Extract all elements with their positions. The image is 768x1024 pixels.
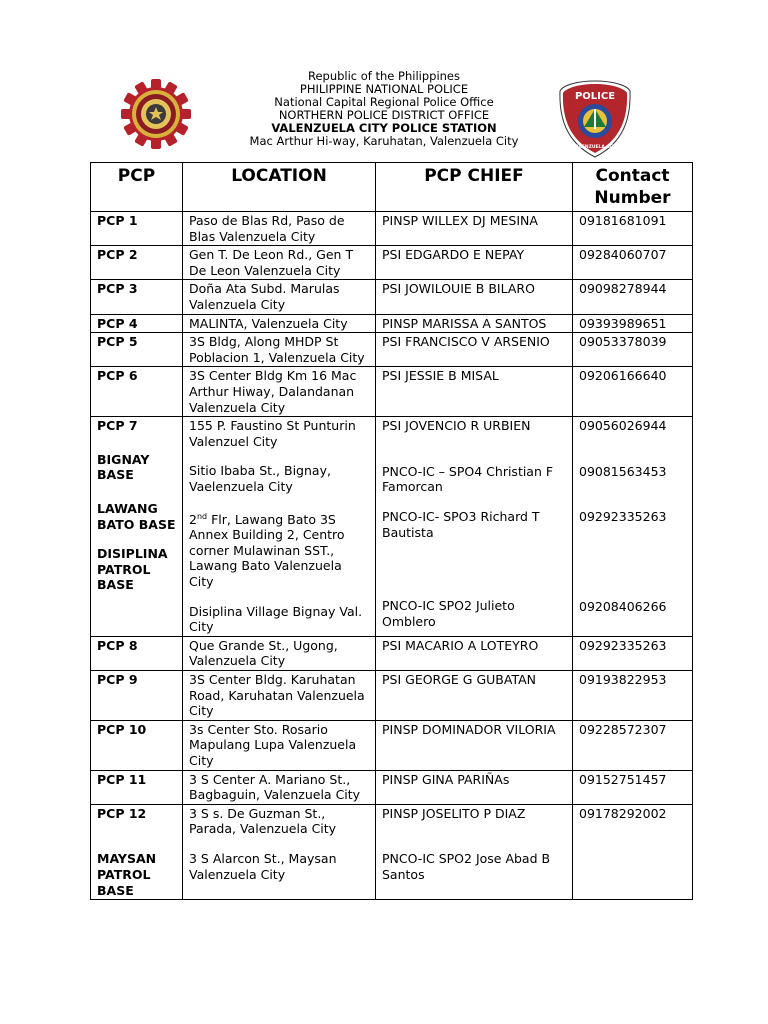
sub-chief-text: PNCO-IC- SPO3 Richard T Bautista xyxy=(382,508,540,540)
sub-pcp-label: LAWANG BATO BASE xyxy=(97,500,176,532)
sub-pcp-label: BIGNAY BASE xyxy=(97,451,150,483)
header-contact-number: Contact Number xyxy=(573,163,693,212)
cell-location: 3S Bldg, Along MHDP St Poblacion 1, Valenzuela City xyxy=(183,333,376,367)
cell-pcp: PCP 3 xyxy=(91,280,183,314)
cell-location: 3S Center Bldg Km 16 Mac Arthur Hiway, Dalandanan Valenzuela City xyxy=(183,367,376,417)
cell-pcp xyxy=(91,417,183,637)
table-row xyxy=(91,280,693,314)
cell-pcp: PCP 1 xyxy=(91,212,183,246)
chief-text: PINSP JOSELITO P DIAZ xyxy=(382,805,526,821)
cell-contact: 09228572307 xyxy=(573,720,693,770)
badge-bottom-text: VALENZUELA CITY xyxy=(572,145,618,150)
cell-location: Que Grande St., Ugong, Valenzuela City xyxy=(183,636,376,670)
police-badge-icon xyxy=(557,79,633,159)
table-row xyxy=(91,720,693,770)
sub-contact-text: 09208406266 xyxy=(579,598,667,614)
header-line-pnp: PHILIPPINE NATIONAL POLICE xyxy=(299,82,469,96)
cell-pcp: PCP 11 xyxy=(91,770,183,804)
cell-chief xyxy=(376,804,573,899)
cell-location: 3s Center Sto. Rosario Mapulang Lupa Valenzuela City xyxy=(183,720,376,770)
table-row xyxy=(91,333,693,367)
cell-pcp: PCP 5 xyxy=(91,333,183,367)
cell-pcp xyxy=(91,804,183,899)
sub-location-text: Sitio Ibaba St., Bignay, Vaelenzuela City xyxy=(189,463,331,494)
header-pcp-chief: PCP CHIEF xyxy=(376,163,573,212)
cell-location: Doña Ata Subd. Marulas Valenzuela City xyxy=(183,280,376,314)
pnp-seal-icon xyxy=(121,79,191,149)
header-line-npdo: NORTHERN POLICE DISTRICT OFFICE xyxy=(278,108,490,122)
cell-pcp: PCP 6 xyxy=(91,367,183,417)
cell-contact: 09284060707 xyxy=(573,246,693,280)
sub-chief-text: PNCO-IC SPO2 Julieto Omblero xyxy=(382,598,515,629)
cell-pcp: PCP 2 xyxy=(91,246,183,280)
sub-chief-text: PNCO-IC SPO2 Jose Abad B Santos xyxy=(382,851,551,882)
sub-chief-text: PNCO-IC – SPO4 Christian F Famorcan xyxy=(382,463,554,495)
cell-contact xyxy=(573,417,693,637)
cell-location xyxy=(183,804,376,899)
cell-pcp: PCP 9 xyxy=(91,671,183,721)
cell-location: Paso de Blas Rd, Paso de Blas Valenzuela City xyxy=(183,212,376,246)
sub-contact-text: 09081563453 xyxy=(579,463,667,479)
cell-contact: 09193822953 xyxy=(573,671,693,721)
table-row xyxy=(91,314,693,333)
sub-pcp-label: MAYSAN PATROL BASE xyxy=(97,851,157,898)
cell-chief: PSI FRANCISCO V ARSENIO xyxy=(376,333,573,367)
table-header-row xyxy=(91,163,693,212)
cell-location xyxy=(183,417,376,637)
location-text: 3 S s. De Guzman St., Parada, Valenzuela City xyxy=(189,805,337,837)
contact-text: 09056026944 xyxy=(579,418,667,434)
location-text: 155 P. Faustino St Punturin Valenzuel City xyxy=(189,418,356,449)
cell-pcp: PCP 10 xyxy=(91,720,183,770)
cell-chief: PSI EDGARDO E NEPAY xyxy=(376,246,573,280)
cell-chief: PSI MACARIO A LOTEYRO xyxy=(376,636,573,670)
sub-contact-text: 09292335263 xyxy=(579,509,667,525)
badge-top-text: POLICE xyxy=(574,91,616,102)
cell-contact xyxy=(573,804,693,899)
pcp-label: PCP 12 xyxy=(97,805,147,821)
table-row-group xyxy=(91,417,693,637)
header-line-station: VALENZUELA CITY POLICE STATION xyxy=(271,121,497,135)
header-line-address: Mac Arthur Hi-way, Karuhatan, Valenzuela City xyxy=(249,134,519,148)
sub-location-text: Disiplina Village Bignay Val. City xyxy=(189,603,363,635)
pcp-label: PCP 7 xyxy=(97,418,138,434)
cell-contact: 09053378039 xyxy=(573,333,693,367)
pcp-directory-table xyxy=(90,162,693,900)
sub-pcp-label: DISIPLINA PATROL BASE xyxy=(97,546,168,593)
cell-chief: PINSP GINA PARIÑAs xyxy=(376,770,573,804)
cell-pcp: PCP 4 xyxy=(91,314,183,333)
cell-chief: PINSP WILLEX DJ MESINA xyxy=(376,212,573,246)
table-row xyxy=(91,671,693,721)
table-row xyxy=(91,212,693,246)
table-row xyxy=(91,367,693,417)
table-row xyxy=(91,770,693,804)
location-floor-suffix: nd xyxy=(196,511,208,521)
header-pcp: PCP xyxy=(91,163,183,212)
cell-chief: PINSP MARISSA A SANTOS xyxy=(376,314,573,333)
table-row-group xyxy=(91,804,693,899)
chief-text: PSI JOVENCIO R URBIEN xyxy=(382,418,531,434)
cell-contact: 09098278944 xyxy=(573,280,693,314)
cell-pcp: PCP 8 xyxy=(91,636,183,670)
cell-chief: PSI JESSIE B MISAL xyxy=(376,367,573,417)
document-header xyxy=(0,70,768,148)
header-line-ncrpo: National Capital Regional Police Office xyxy=(274,95,494,109)
sub-location-text xyxy=(189,509,369,590)
location-floor-number: 2 xyxy=(189,511,197,527)
location-floor-text: Flr, Lawang Bato 3S Annex Building 2, Centro corner Mulawinan SST., Lawang Bato Valenzuela City xyxy=(189,511,345,590)
cell-contact: 09206166640 xyxy=(573,367,693,417)
cell-chief: PINSP DOMINADOR VILORIA xyxy=(376,720,573,770)
header-line-republic: Republic of the Philippines xyxy=(307,69,461,83)
header-location: LOCATION xyxy=(183,163,376,212)
table-row xyxy=(91,636,693,670)
table-row xyxy=(91,246,693,280)
cell-chief: PSI GEORGE G GUBATAN xyxy=(376,671,573,721)
cell-location: 3S Center Bldg. Karuhatan Road, Karuhatan Valenzuela City xyxy=(183,671,376,721)
cell-chief: PSI JOWILOUIE B BILARO xyxy=(376,280,573,314)
cell-chief xyxy=(376,417,573,637)
cell-contact: 09152751457 xyxy=(573,770,693,804)
cell-location: Gen T. De Leon Rd., Gen T De Leon Valenzuela City xyxy=(183,246,376,280)
cell-location: 3 S Center A. Mariano St., Bagbaguin, Valenzuela City xyxy=(183,770,376,804)
cell-contact: 09181681091 xyxy=(573,212,693,246)
contact-text: 09178292002 xyxy=(579,805,667,821)
cell-contact: 09393989651 xyxy=(573,314,693,333)
cell-contact: 09292335263 xyxy=(573,636,693,670)
sub-location-text: 3 S Alarcon St., Maysan Valenzuela City xyxy=(189,850,337,882)
cell-location: MALINTA, Valenzuela City xyxy=(183,314,376,333)
